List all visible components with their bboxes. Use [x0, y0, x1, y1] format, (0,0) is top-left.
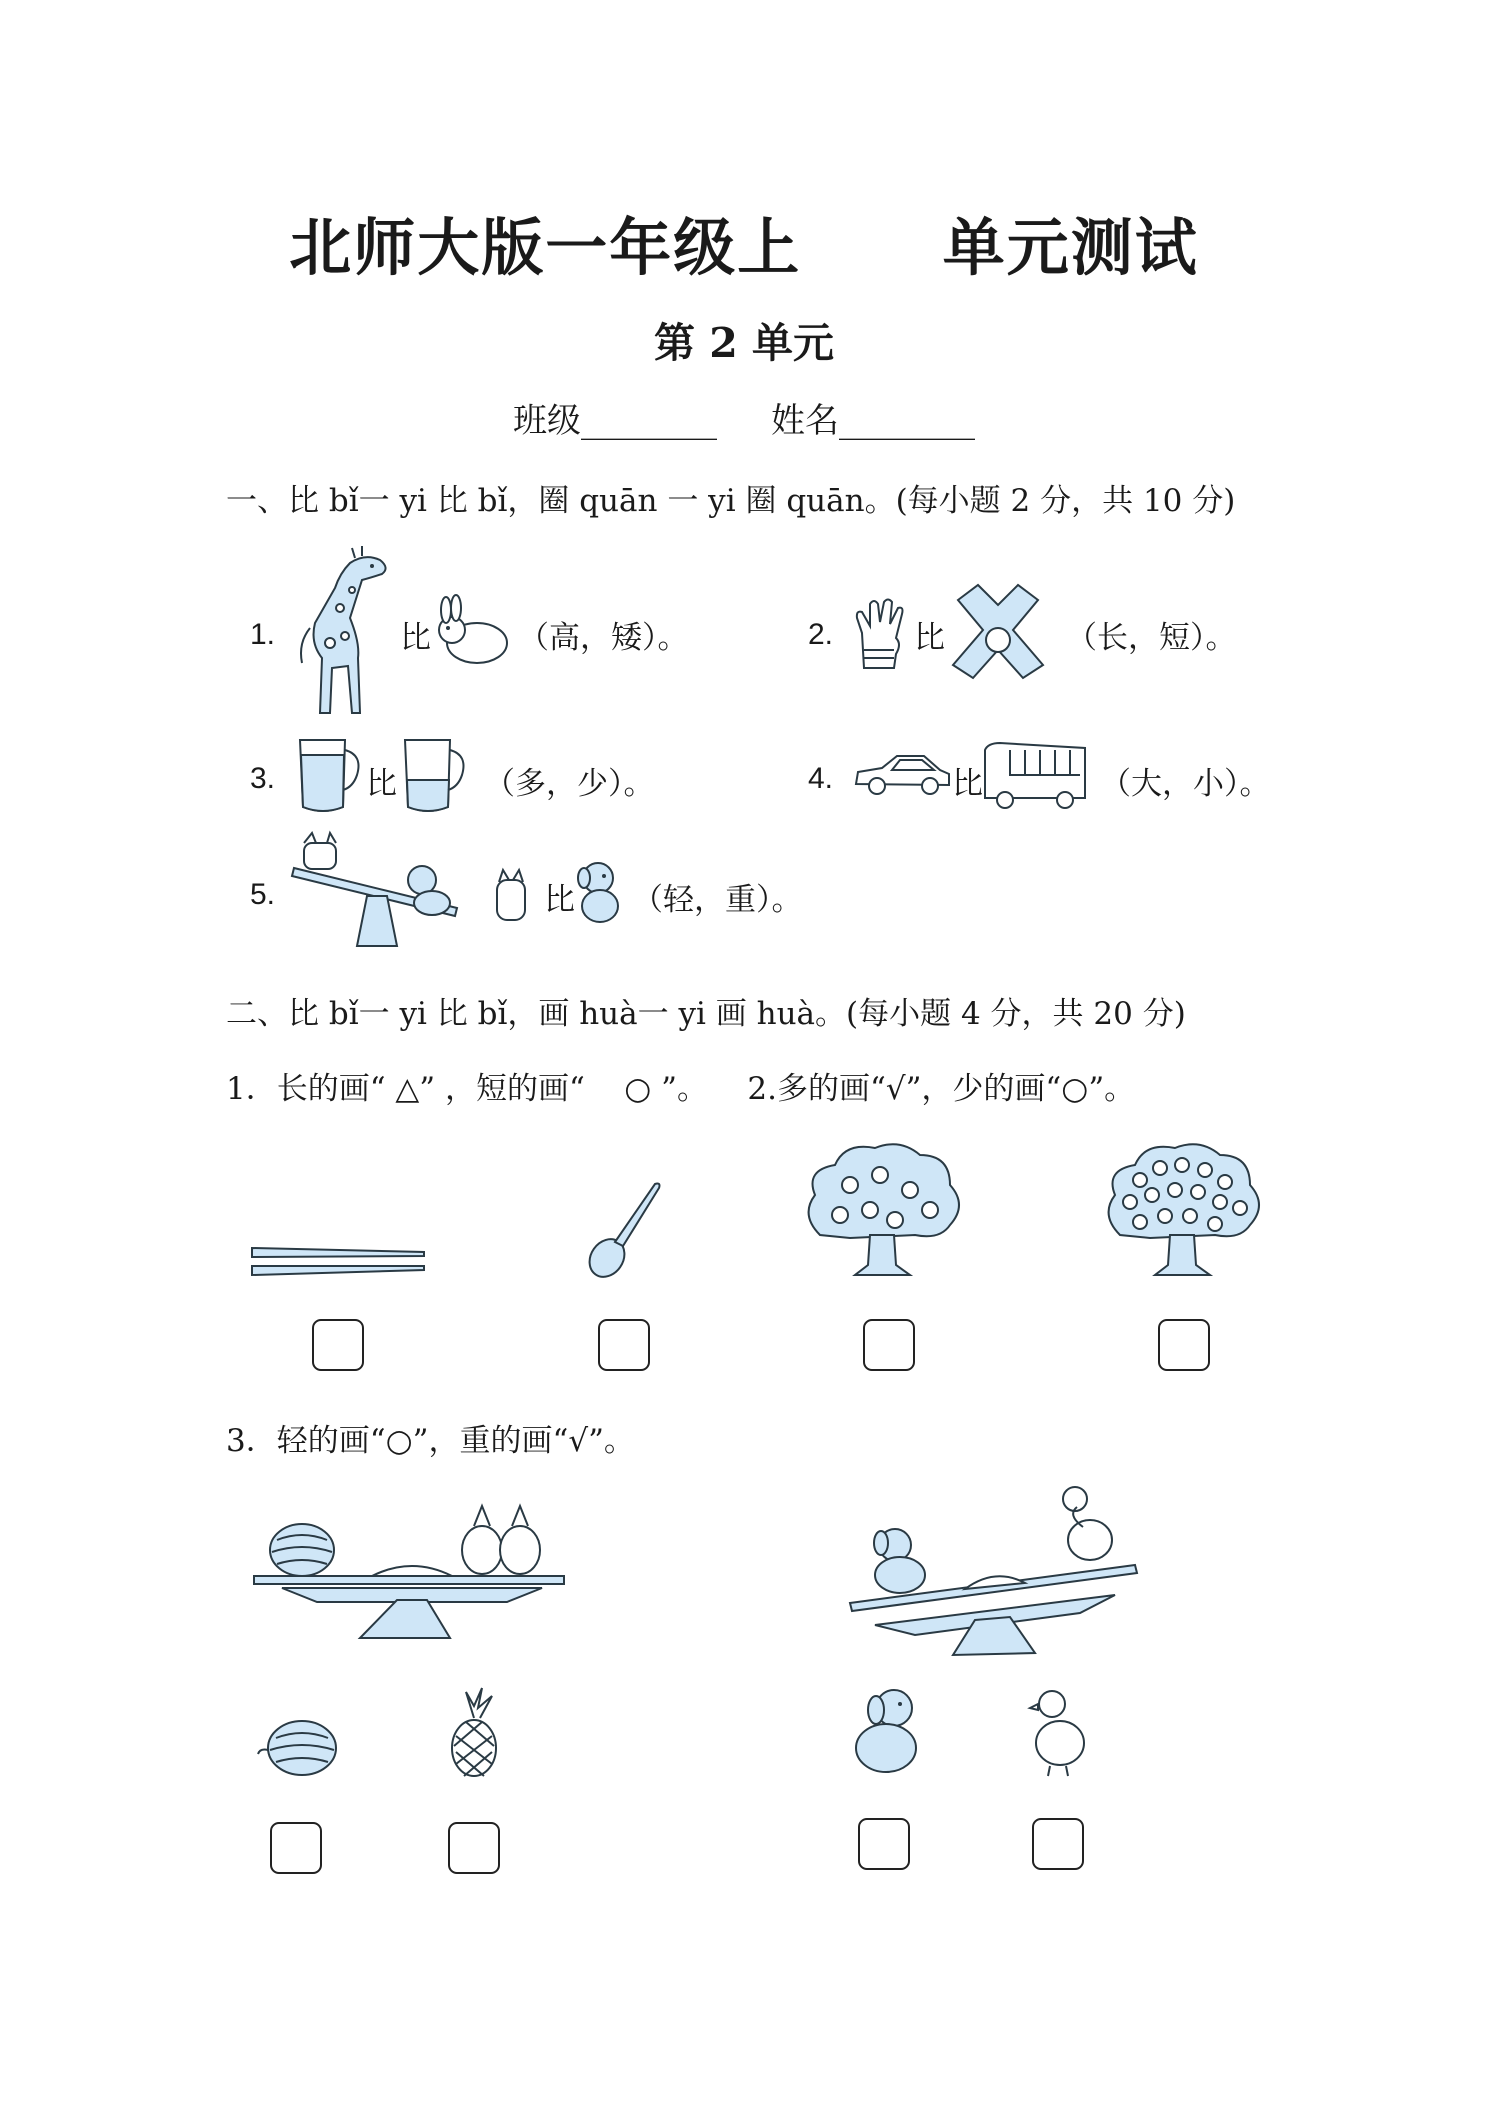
jug-icon	[295, 735, 365, 815]
q5-compare-word: 比	[544, 882, 575, 918]
answer-box-pineapple[interactable]	[448, 1822, 500, 1874]
q2-number: 2.	[808, 618, 834, 651]
answer-box-spoon[interactable]	[598, 1319, 650, 1371]
cat-icon	[493, 870, 529, 922]
q5-number: 5.	[250, 878, 276, 911]
answer-box-tree-few[interactable]	[863, 1319, 915, 1371]
giraffe-icon	[290, 548, 400, 718]
q3-options: （多，少）。	[484, 766, 655, 802]
answer-box-dog[interactable]	[858, 1818, 910, 1870]
section2-q3: 3．轻的画“○”，重的画“√”。	[226, 1423, 635, 1459]
watermelon-icon	[254, 1718, 344, 1778]
balance-scale-icon	[252, 1500, 572, 1645]
rabbit-icon	[432, 598, 512, 668]
class-name-line: 班级________ 姓名________	[512, 401, 976, 441]
jug-icon	[400, 735, 470, 815]
q3-compare-word: 比	[366, 766, 397, 802]
section2-q1q2: 1．长的画“ △” ，短的画“ ○ ”。 2.多的画“√”，少的画“○”。	[226, 1071, 1136, 1107]
glove-icon	[852, 598, 912, 670]
dog-icon	[846, 1686, 926, 1774]
duck-icon	[1030, 1688, 1090, 1776]
q3-number: 3.	[250, 762, 276, 795]
q1-options: （高，矮）。	[518, 620, 689, 656]
answer-box-watermelon[interactable]	[270, 1822, 322, 1874]
q5-options: （轻，重）。	[632, 882, 803, 918]
unit-subtitle: 第 2 单元	[653, 319, 835, 367]
q4-compare-word: 比	[952, 766, 983, 802]
chopsticks-icon	[250, 1244, 426, 1278]
q1-number: 1.	[250, 618, 276, 651]
tree-icon	[1100, 1140, 1265, 1280]
q2-compare-word: 比	[914, 620, 945, 656]
tree-icon	[800, 1140, 965, 1280]
dog-icon	[576, 860, 624, 924]
answer-box-duck[interactable]	[1032, 1818, 1084, 1870]
q4-number: 4.	[808, 762, 834, 795]
page-title: 北师大版一年级上 单元测试	[289, 211, 1199, 284]
section2-heading: 二、比 bǐ一 yi 比 bǐ，画 huà一 yi 画 huà。(每小题 4 分，共 20 分)	[226, 996, 1186, 1032]
answer-box-chopsticks[interactable]	[312, 1319, 364, 1371]
car-icon	[852, 752, 952, 797]
seesaw-icon	[292, 838, 462, 948]
scarf-icon	[948, 580, 1048, 680]
q2-options: （长，短）。	[1066, 620, 1237, 656]
bus-icon	[980, 740, 1090, 810]
q4-options: （大，小）。	[1100, 766, 1271, 802]
section1-heading: 一、比 bǐ一 yi 比 bǐ，圈 quān 一 yi 圈 quān。(每小题 2 分，共 10 分)	[226, 483, 1236, 519]
q1-compare-word: 比	[400, 620, 431, 656]
spoon-icon	[585, 1180, 665, 1280]
pineapple-icon	[446, 1688, 502, 1778]
balance-scale-icon	[845, 1485, 1145, 1660]
answer-box-tree-many[interactable]	[1158, 1319, 1210, 1371]
